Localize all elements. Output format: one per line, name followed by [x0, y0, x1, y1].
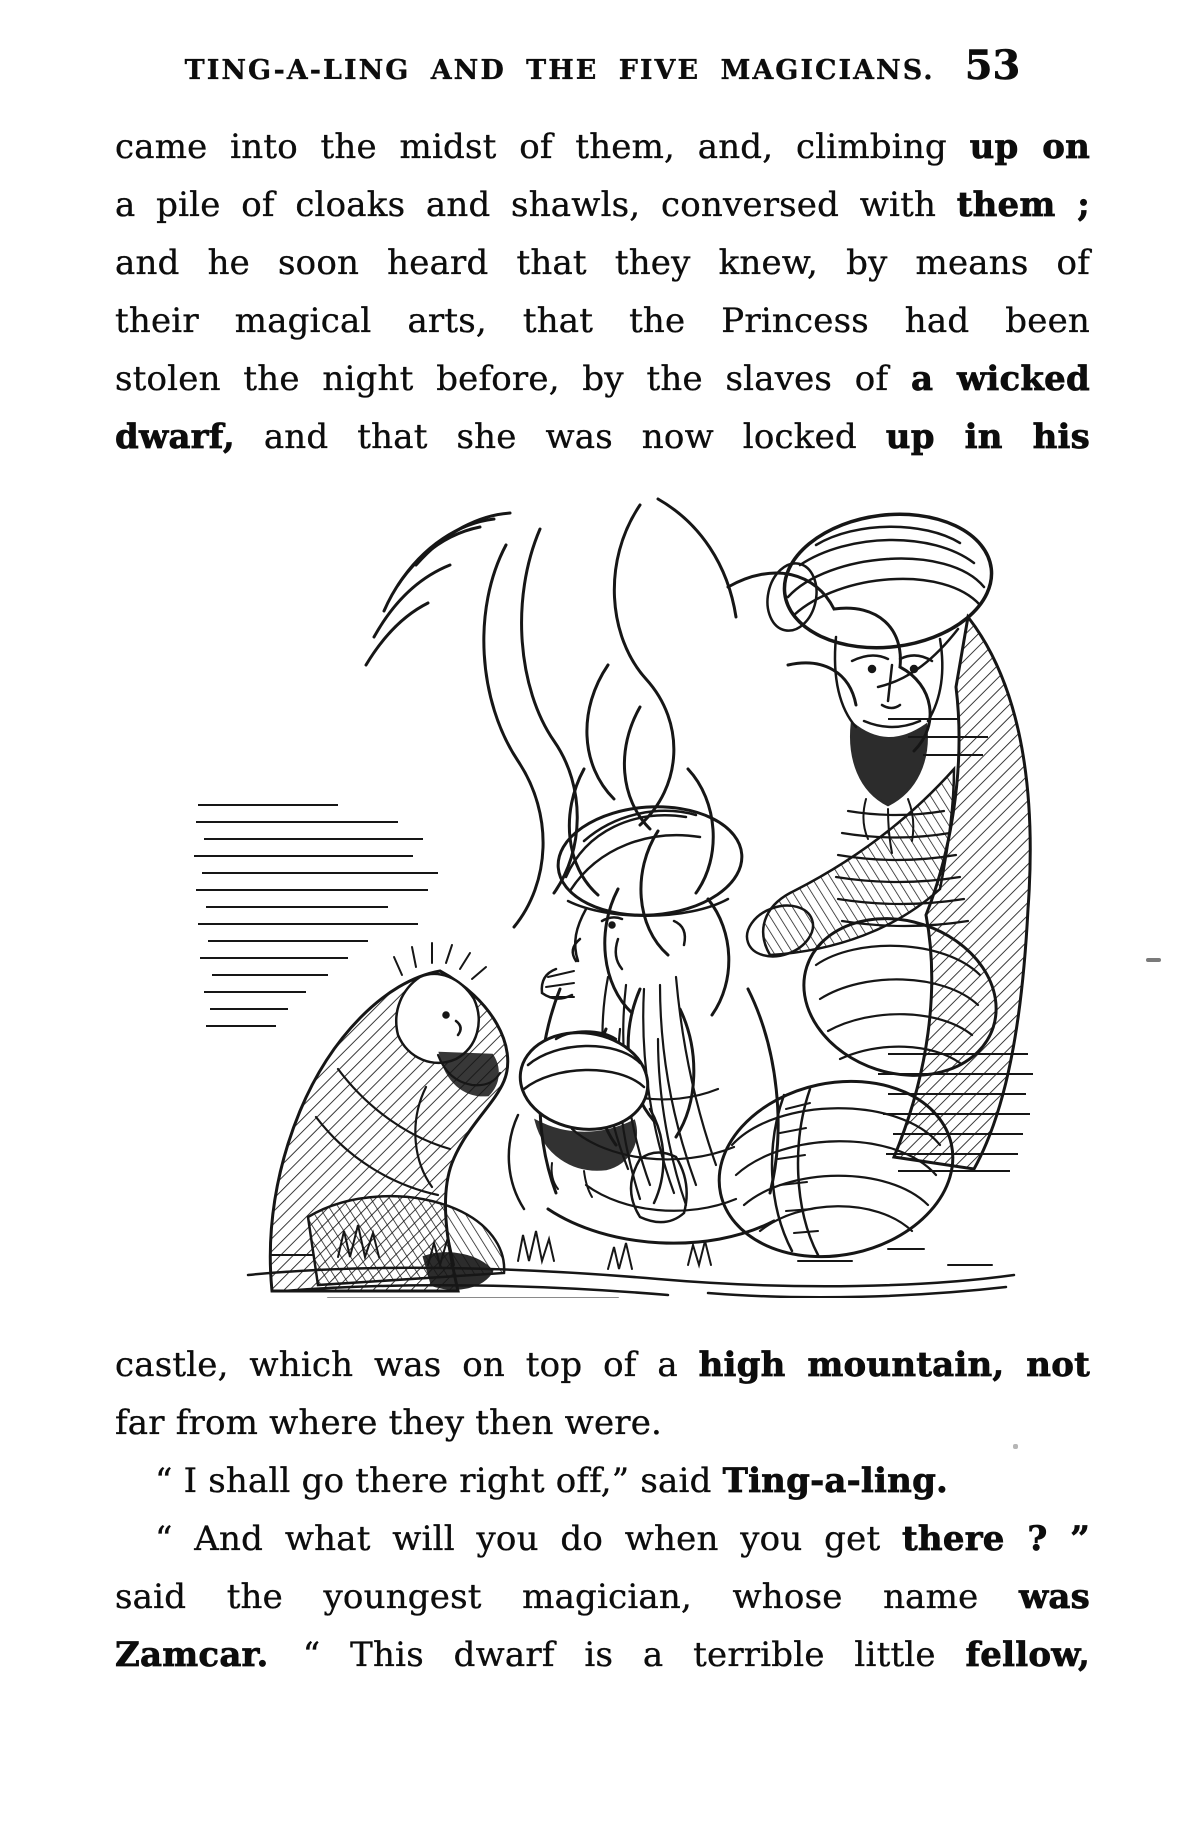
text-segment: far from where they then were. [115, 1403, 663, 1443]
scan-artifact-dash [1146, 958, 1161, 962]
magicians-engraving [188, 468, 1033, 1298]
text-segment: and he soon heard that they knew, by means of [115, 243, 1090, 283]
header-title: TING-A-LING AND THE FIVE MAGICIANS. [184, 55, 935, 86]
text-segment: came into the midst of them, and, climbing [115, 127, 970, 167]
running-header [115, 42, 1090, 89]
text-line [115, 350, 1090, 408]
text-segment: a wicked [910, 359, 1090, 399]
text-line [115, 1510, 1090, 1568]
text-segment: their magical arts, that the Princess had been [115, 301, 1090, 341]
scan-artifact-dot [1013, 1444, 1018, 1449]
text-segment: fellow, [965, 1635, 1090, 1675]
text-segment: Ting-a-ling. [722, 1461, 949, 1501]
page-number: 53 [964, 42, 1021, 89]
text-segment: up in his [885, 417, 1090, 457]
text-line [115, 234, 1090, 292]
text-segment: said the youngest magician, whose name [115, 1577, 1019, 1617]
text-segment: was [1018, 1577, 1090, 1617]
illustration-engraving [188, 468, 1033, 1298]
text-segment: them ; [956, 185, 1090, 225]
text-line [115, 1394, 1090, 1452]
text-line [115, 292, 1090, 350]
text-segment: stolen the night before, by the slaves of [115, 359, 911, 399]
text-segment: high mountain, not [698, 1345, 1090, 1385]
paragraph-bottom [115, 1336, 1090, 1684]
text-line [115, 176, 1090, 234]
text-segment: Zamcar. [115, 1635, 269, 1675]
text-segment: castle, which was on top of a [115, 1345, 699, 1385]
text-segment: dwarf, [115, 417, 235, 457]
text-line [115, 1568, 1090, 1626]
text-segment: and that she was now locked [234, 417, 886, 457]
text-line [115, 118, 1090, 176]
text-segment: “ I shall go there right off,” said [155, 1461, 723, 1501]
paragraph-top [115, 118, 1090, 466]
text-line [115, 1626, 1090, 1684]
text-segment: a pile of cloaks and shawls, conversed with [115, 185, 957, 225]
text-line [115, 1452, 1090, 1510]
text-line [115, 408, 1090, 466]
text-line [115, 1336, 1090, 1394]
text-segment: “ And what will you do when you get [155, 1519, 903, 1559]
text-segment: up on [969, 127, 1090, 167]
text-segment: “ This dwarf is a terrible little [268, 1635, 966, 1675]
text-segment: there ? ” [902, 1519, 1090, 1559]
